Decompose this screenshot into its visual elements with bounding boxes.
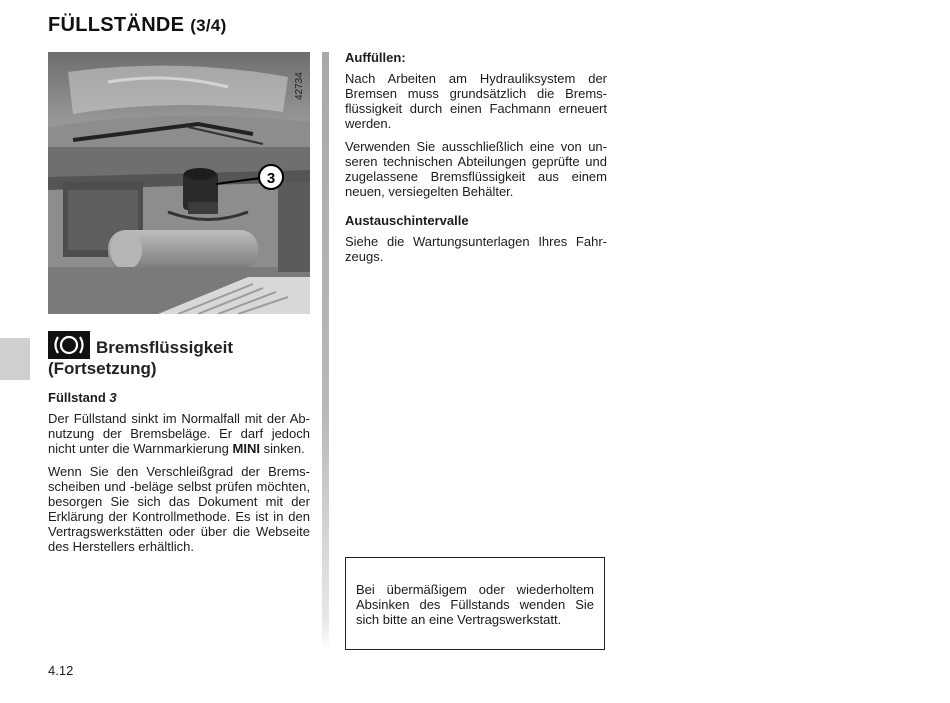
paragraph-wear-text: Der Füllstand sinkt im Normalfall mit der Abnutzung der Bremsbeläge. Er darf jedoch nicht unter die Warnmarkierung [48, 411, 310, 456]
callout-number: 3 [266, 170, 276, 187]
paragraph-intervals: Siehe die Wartungsunterlagen Ihres Fahrzeugs. [345, 234, 607, 264]
section-title-line2: (Fortsetzung) [48, 359, 157, 378]
brake-circle-icon [48, 331, 90, 359]
paragraph-wear [48, 411, 310, 456]
column-divider [322, 52, 329, 650]
subheading-fill-level [48, 390, 310, 405]
section-heading [48, 331, 318, 379]
image-reference-number: 42734 [294, 72, 305, 100]
subheading-text: Füllstand [48, 390, 106, 405]
page-title-text: FÜLLSTÄNDE [48, 14, 185, 36]
subheading-ref: 3 [109, 390, 117, 405]
warning-note-text: Bei übermäßigem oder wiederholtem Absinken des Füllstands wenden Sie sich bitte an eine Vertragswerkstatt. [356, 582, 594, 627]
right-column-text [345, 50, 607, 272]
heading-refill: Auffüllen: [345, 50, 406, 65]
paragraph-wear-end: sinken. [259, 441, 305, 456]
paragraph-refill-2: Verwenden Sie ausschließlich eine von unseren technischen Abteilungen geprüfte und zugelassene Bremsflüssigkeit aus einem neuen, versiegelten Behälter. [345, 139, 607, 199]
warning-note-box [345, 557, 605, 650]
page-title [48, 14, 227, 37]
left-column-text [48, 390, 310, 562]
section-side-tab [0, 338, 30, 380]
engine-bay-photo [48, 52, 310, 314]
paragraph-refill-1: Nach Arbeiten am Hydrauliksystem der Bremsen muss grundsätzlich die Bremsflüssigkeit durch einen Fachmann erneuert werden. [345, 71, 607, 131]
mini-mark-label: MINI [232, 441, 260, 456]
section-title-line1: Bremsflüssigkeit [96, 338, 233, 357]
page-title-counter: (3/4) [190, 16, 227, 35]
paragraph-inspection: Wenn Sie den Verschleißgrad der Bremsscheiben und -beläge selbst prüfen möchten, besorgen Sie sich das Dokument mit der Erklärung der Kontrollmethode. Es ist in den Vertragswerkstätten oder über die Webseite des Herstellers erhältlich. [48, 464, 310, 554]
page-number: 4.12 [48, 663, 74, 678]
heading-intervals: Austauschintervalle [345, 213, 469, 228]
